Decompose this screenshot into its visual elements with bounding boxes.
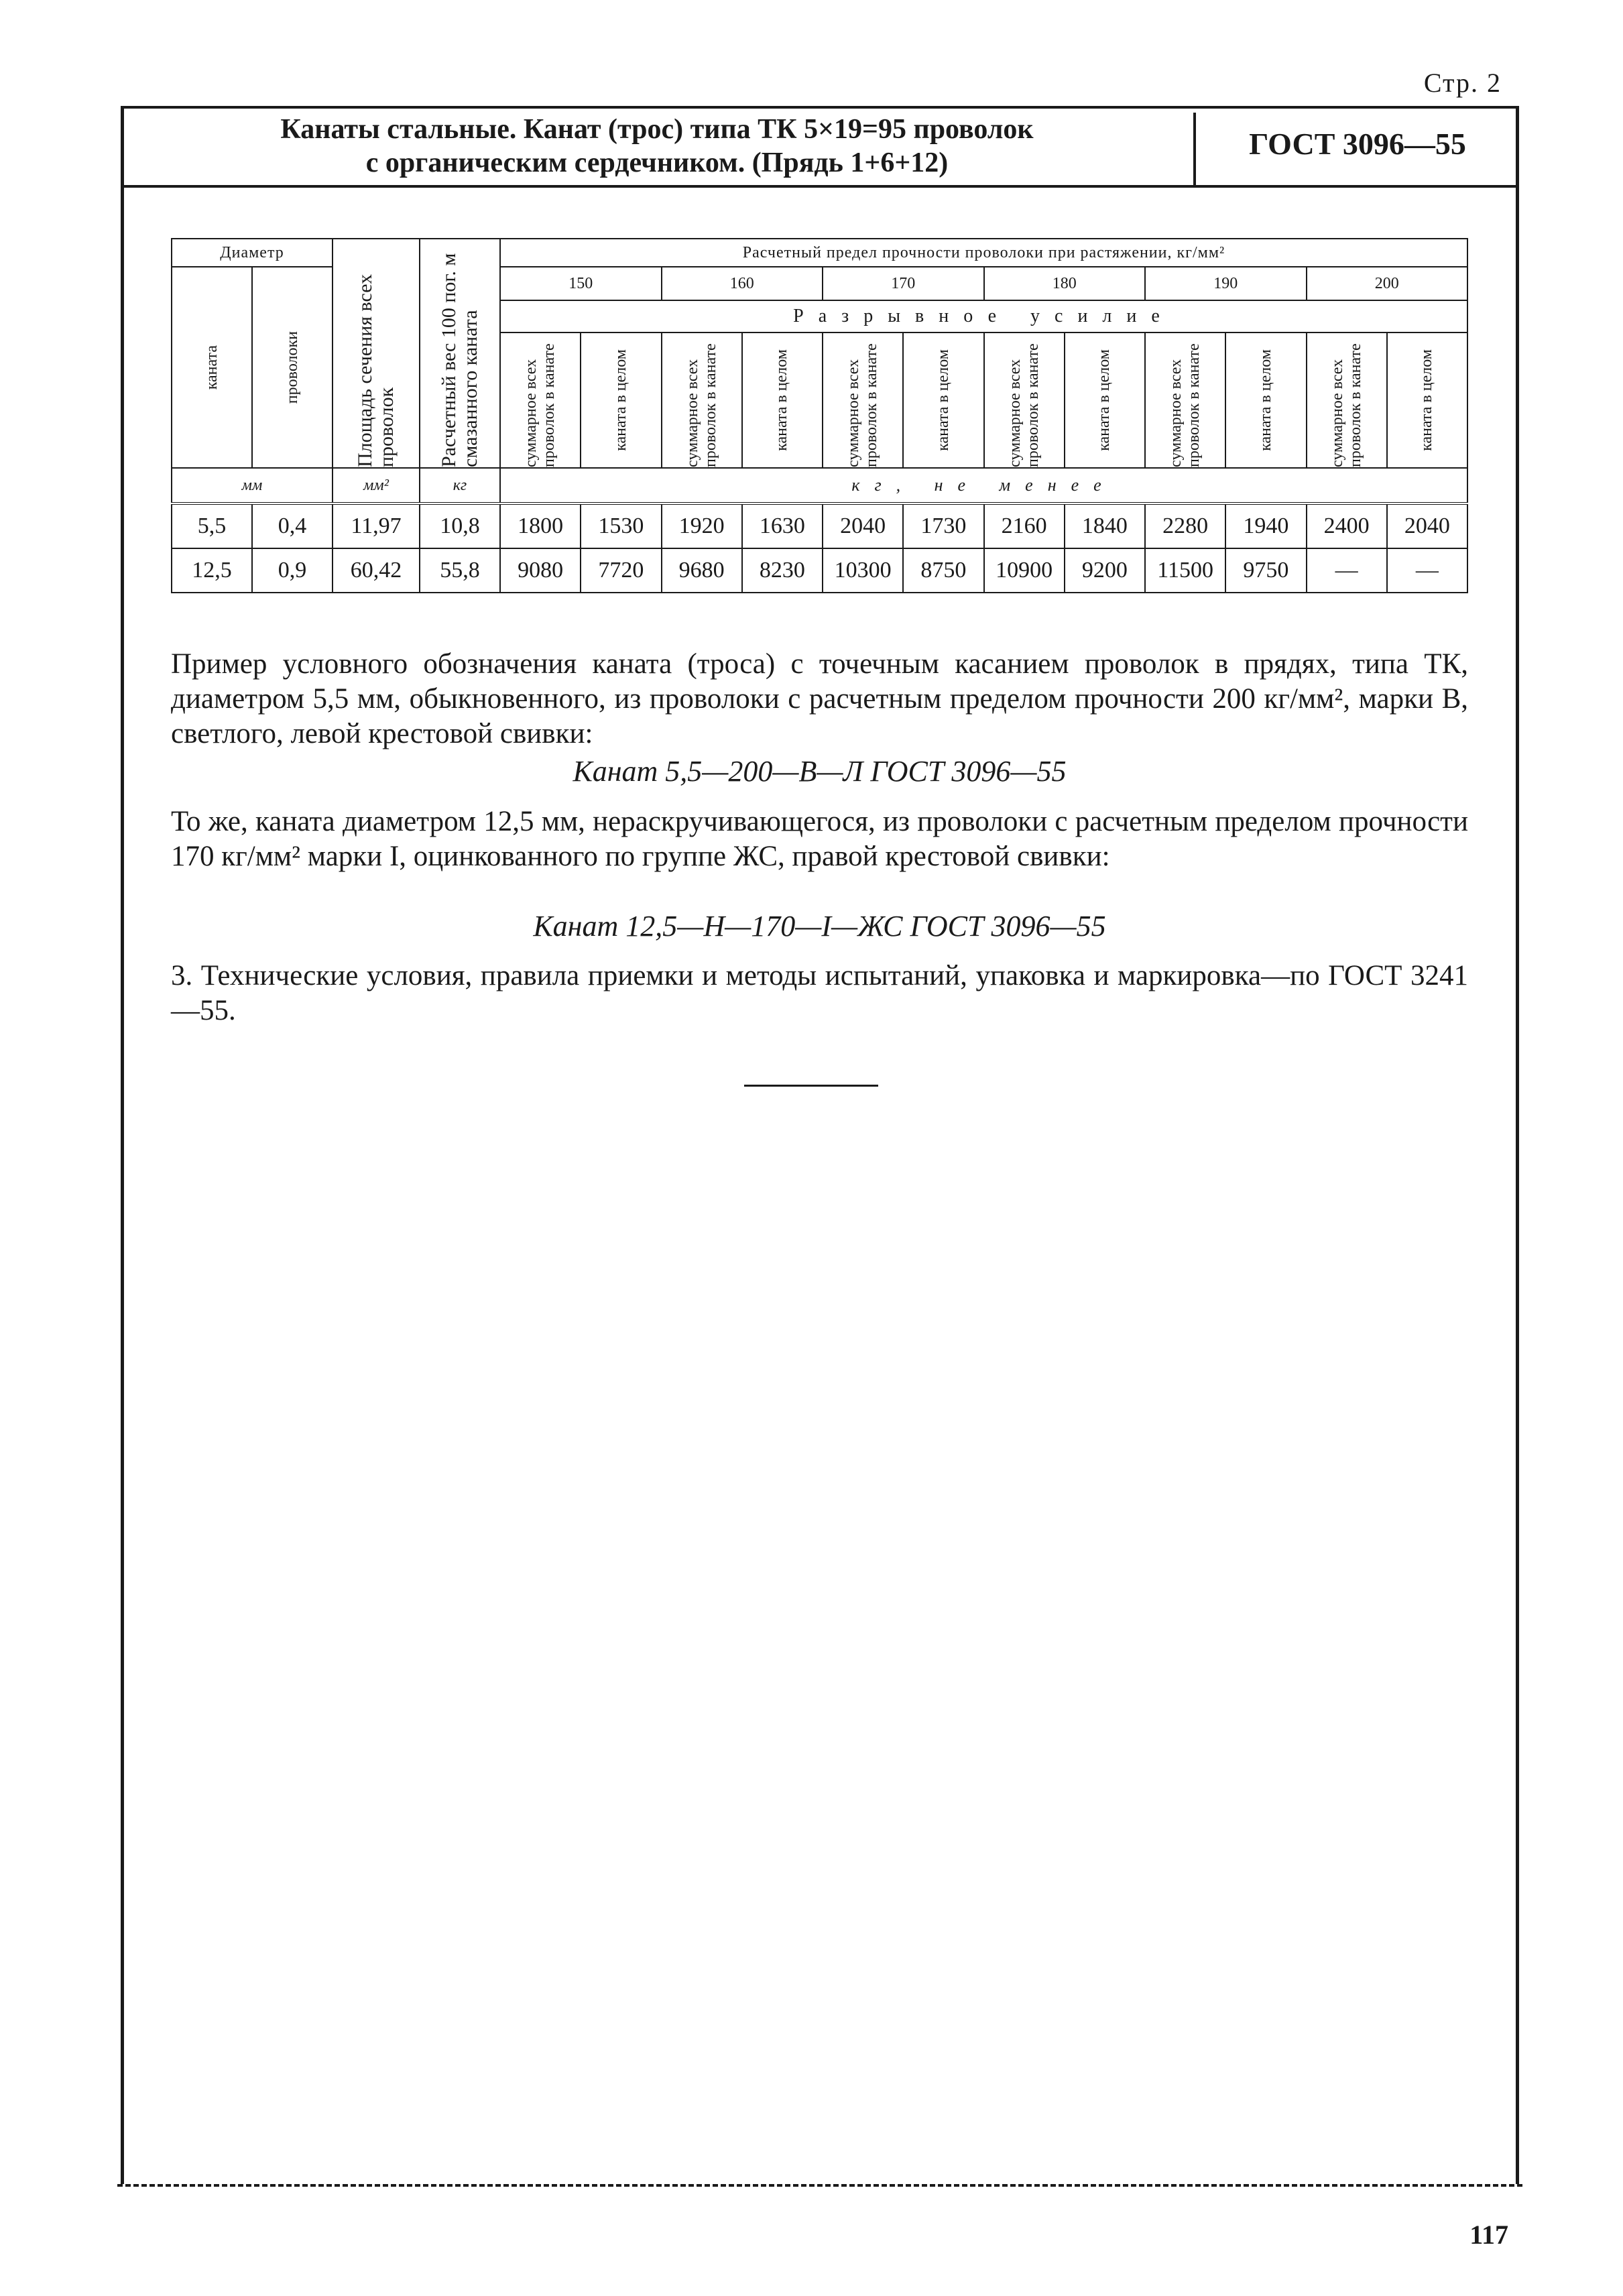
cell-force: 7720 [581,548,661,593]
cell-force: 11500 [1145,548,1225,593]
cell-force: 1940 [1225,503,1306,548]
strength-170: 170 [823,267,984,300]
header-rope-diameter: каната [172,267,252,468]
sub-whole-180: каната в целом [1065,333,1145,468]
rope-spec-table [171,238,1468,593]
cell-weight: 55,8 [420,548,500,593]
unit-force: кг, не менее [500,468,1467,503]
cell-area: 11,97 [333,503,420,548]
example-paragraph-2: То же, каната диаметром 12,5 мм, нераскручивающегося, из проволоки с расчетным пределом прочности 170 кг/мм² марки I, оцинкованного по группе ЖС, правой крестовой свивки: [171,806,1468,872]
cell-force: 10300 [823,548,903,593]
cell-force: 9200 [1065,548,1145,593]
cell-force: — [1307,548,1387,593]
cell-force: 2040 [823,503,903,548]
cell-force: 1730 [903,503,983,548]
sub-whole-200: каната в целом [1387,333,1467,468]
title-line-1: Канаты стальные. Канат (трос) типа ТК 5×19=95 проволок [280,114,1034,145]
sub-whole-170: каната в целом [903,333,983,468]
cell-force: 2400 [1307,503,1387,548]
header-strength: Расчетный предел прочности проволоки при растяжении, кг/мм² [500,239,1467,267]
cell-force: — [1387,548,1467,593]
cell-force: 1630 [742,503,823,548]
sub-whole-160: каната в целом [742,333,823,468]
sub-total-180: суммарное всех проволок в канате [984,333,1065,468]
clause-3: 3. Технические условия, правила приемки и методы испытаний, упаковка и маркировка—по ГОСТ 3241—55. [171,960,1468,1026]
header-rule [121,185,1519,188]
cell-force: 2040 [1387,503,1467,548]
page-label: Стр. 2 [1423,68,1502,98]
cell-force: 2280 [1145,503,1225,548]
strength-160: 160 [662,267,823,300]
cell-force: 9750 [1225,548,1306,593]
header-breaking-force: Разрывное усилие [500,300,1467,333]
title-line-2: с органическим сердечником. (Прядь 1+6+12) [365,147,949,178]
section-divider [744,1085,878,1087]
cell-force: 1530 [581,503,661,548]
header-weight: Расчетный вес 100 пог. м смазанного каната [420,239,500,468]
cell-area: 60,42 [333,548,420,593]
cell-force: 1920 [662,503,742,548]
cell-wire: 0,4 [252,503,333,548]
cell-force: 8230 [742,548,823,593]
header-divider [1193,113,1196,185]
cell-force: 1840 [1065,503,1145,548]
strength-200: 200 [1307,267,1468,300]
document-title [127,113,1187,180]
sub-whole-150: каната в целом [581,333,661,468]
table-row [172,503,1467,548]
unit-mm: мм [172,468,333,503]
sub-total-170: суммарное всех проволок в канате [823,333,903,468]
designation-example-2: Канат 12,5—Н—170—I—ЖС ГОСТ 3096—55 [533,910,1106,943]
cell-weight: 10,8 [420,503,500,548]
cell-force: 9080 [500,548,581,593]
sub-total-190: суммарное всех проволок в канате [1145,333,1225,468]
strength-190: 190 [1145,267,1307,300]
cell-rope: 12,5 [172,548,252,593]
table-row [172,548,1467,593]
cell-force: 1800 [500,503,581,548]
cell-force: 8750 [903,548,983,593]
bottom-rule [117,2184,1522,2187]
header-diameter: Диаметр [172,239,333,267]
sub-total-150: суммарное всех проволок в канате [500,333,581,468]
unit-kg: кг [420,468,500,503]
page-number: 117 [1469,2220,1508,2250]
standard-number: ГОСТ 3096—55 [1249,127,1466,161]
strength-180: 180 [984,267,1146,300]
cell-force: 9680 [662,548,742,593]
sub-whole-190: каната в целом [1225,333,1306,468]
unit-mm2: мм² [333,468,420,503]
header-wire-diameter: проволоки [252,267,333,468]
strength-150: 150 [500,267,662,300]
cell-force: 2160 [984,503,1065,548]
sub-total-200: суммарное всех проволок в канате [1307,333,1387,468]
cell-wire: 0,9 [252,548,333,593]
cell-force: 10900 [984,548,1065,593]
cell-rope: 5,5 [172,503,252,548]
header-area: Площадь сечения всех проволок [333,239,420,468]
sub-total-160: суммарное всех проволок в канате [662,333,742,468]
designation-example-1: Канат 5,5—200—В—Л ГОСТ 3096—55 [573,755,1067,788]
example-paragraph-1: Пример условного обозначения каната (троса) с точечным касанием проволок в прядях, типа ТК, диаметром 5,5 мм, обыкновенного, из проволоки с расчетным пределом прочности 200 кг/мм², марки В, светлого, левой крестовой свивки: [171,648,1468,749]
